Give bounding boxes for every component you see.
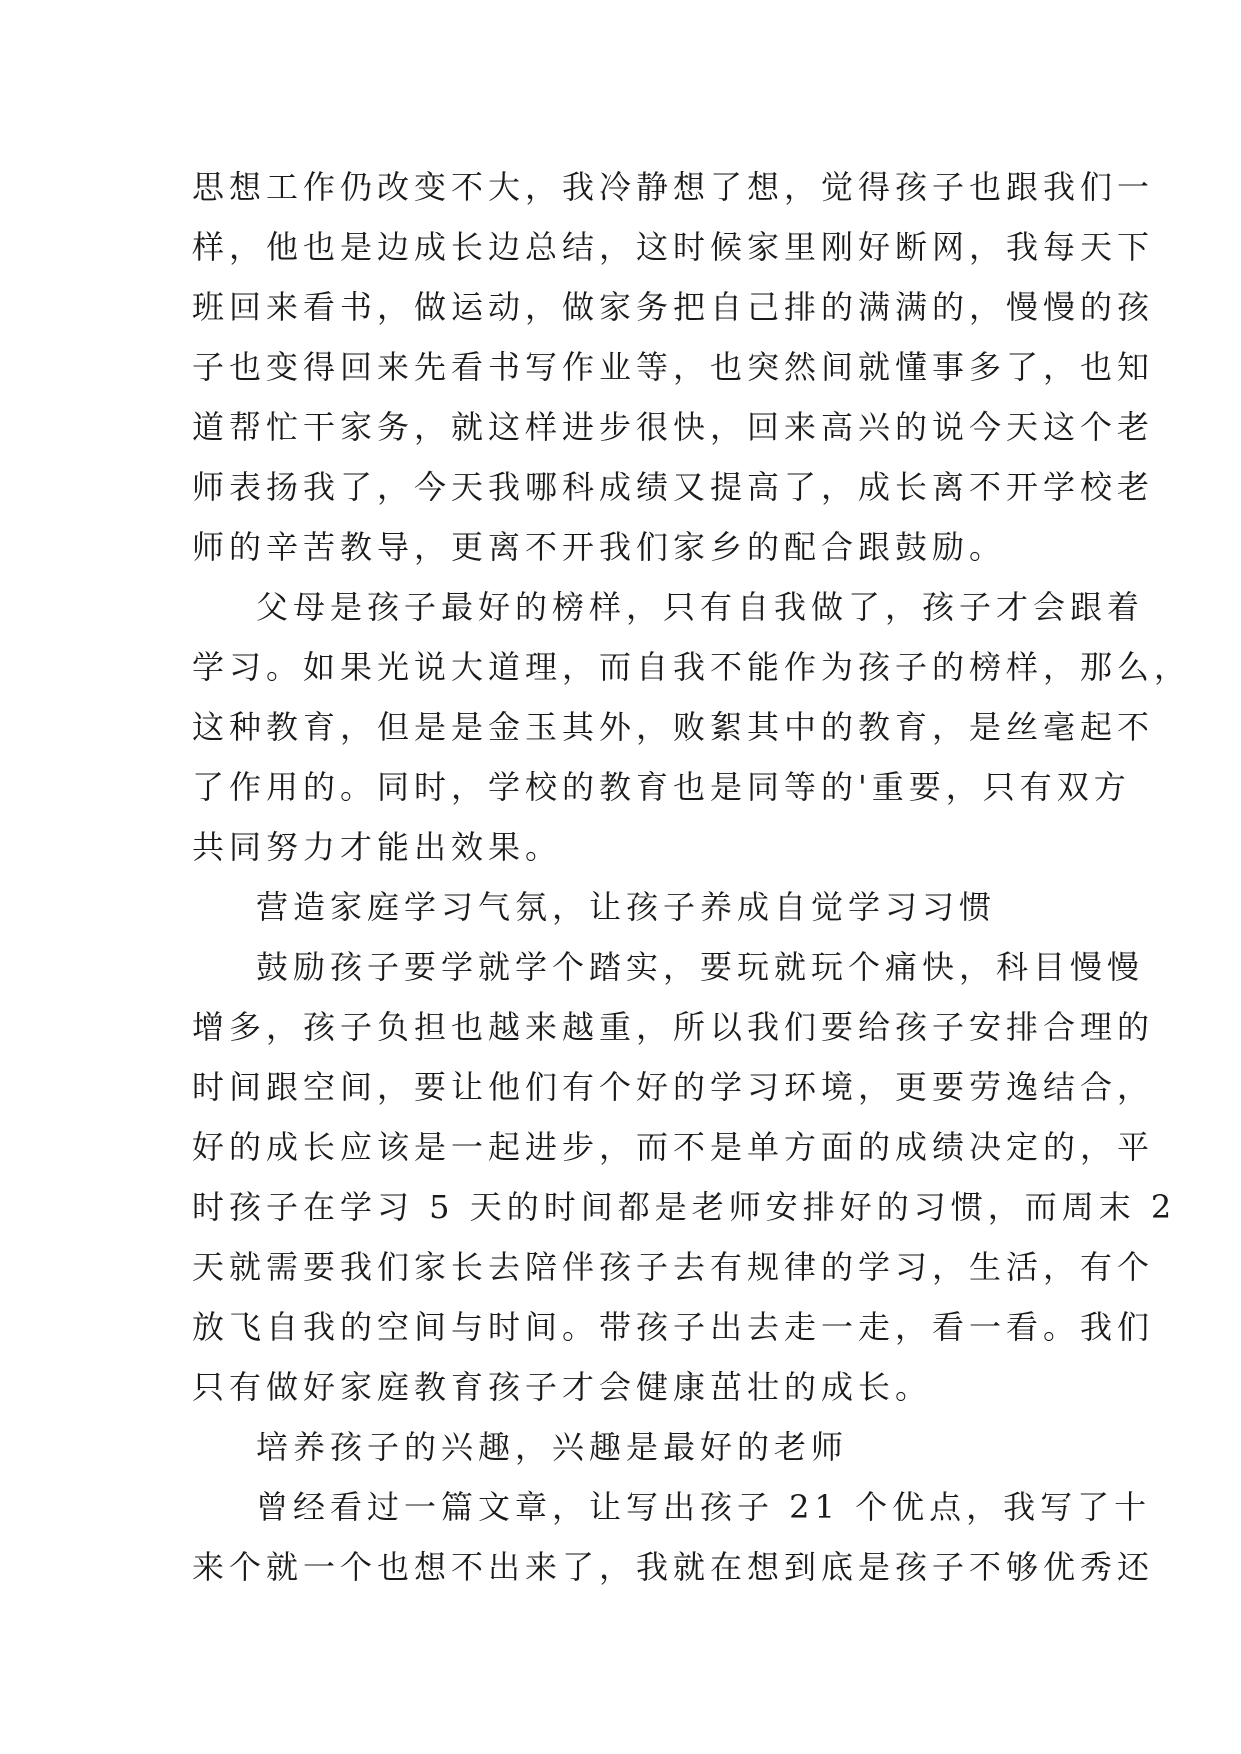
- text-line: 了作用的。同时，学校的教育也是同等的'重要，只有双方: [192, 768, 1131, 806]
- text-line: 只有做好家庭教育孩子才会健康茁壮的成长。: [192, 1368, 933, 1406]
- text-line: 共同努力才能出效果。: [192, 828, 563, 866]
- text-line: 增多，孩子负担也越来越重，所以我们要给孩子安排合理的: [192, 1008, 1155, 1046]
- text-line: 学习。如果光说大道理，而自我不能作为孩子的榜样，那么，: [192, 648, 1192, 686]
- text-line: 放飞自我的空间与时间。带孩子出去走一走，看一看。我们: [192, 1308, 1155, 1346]
- text-line: 天就需要我们家长去陪伴孩子去有规律的学习，生活，有个: [192, 1248, 1155, 1286]
- text-line: 培养孩子的兴趣，兴趣是最好的老师: [256, 1428, 849, 1466]
- text-line: 班回来看书，做运动，做家务把自己排的满满的，慢慢的孩: [192, 288, 1155, 326]
- text-line: 时间跟空间，要让他们有个好的学习环境，更要劳逸结合，: [192, 1068, 1155, 1106]
- text-line: 子也变得回来先看书写作业等，也突然间就懂事多了，也知: [192, 348, 1155, 386]
- text-line: 时孩子在学习 5 天的时间都是老师安排好的习惯，而周末 2: [192, 1188, 1177, 1226]
- text-line: 来个就一个也想不出来了，我就在想到底是孩子不够优秀还: [192, 1548, 1155, 1586]
- text-line: 这种教育，但是是金玉其外，败絮其中的教育，是丝毫起不: [192, 708, 1155, 746]
- text-line: 样，他也是边成长边总结，这时候家里刚好断网，我每天下: [192, 228, 1155, 266]
- text-line: 鼓励孩子要学就学个踏实，要玩就玩个痛快，科目慢慢: [256, 948, 1145, 986]
- text-line: 好的成长应该是一起进步，而不是单方面的成绩决定的，平: [192, 1128, 1155, 1166]
- text-line: 营造家庭学习气氛，让孩子养成自觉学习习惯: [256, 888, 997, 926]
- text-line: 师的辛苦教导，更离不开我们家乡的配合跟鼓励。: [192, 528, 1007, 566]
- document-body: [192, 157, 1192, 1597]
- text-line: 曾经看过一篇文章，让写出孩子 21 个优点，我写了十: [256, 1488, 1152, 1526]
- text-line: 父母是孩子最好的榜样，只有自我做了，孩子才会跟着: [256, 588, 1145, 626]
- text-line: 道帮忙干家务，就这样进步很快，回来高兴的说今天这个老: [192, 408, 1155, 446]
- text-line: 师表扬我了，今天我哪科成绩又提高了，成长离不开学校老: [192, 468, 1155, 506]
- text-line: 思想工作仍改变不大，我冷静想了想，觉得孩子也跟我们一: [192, 168, 1155, 206]
